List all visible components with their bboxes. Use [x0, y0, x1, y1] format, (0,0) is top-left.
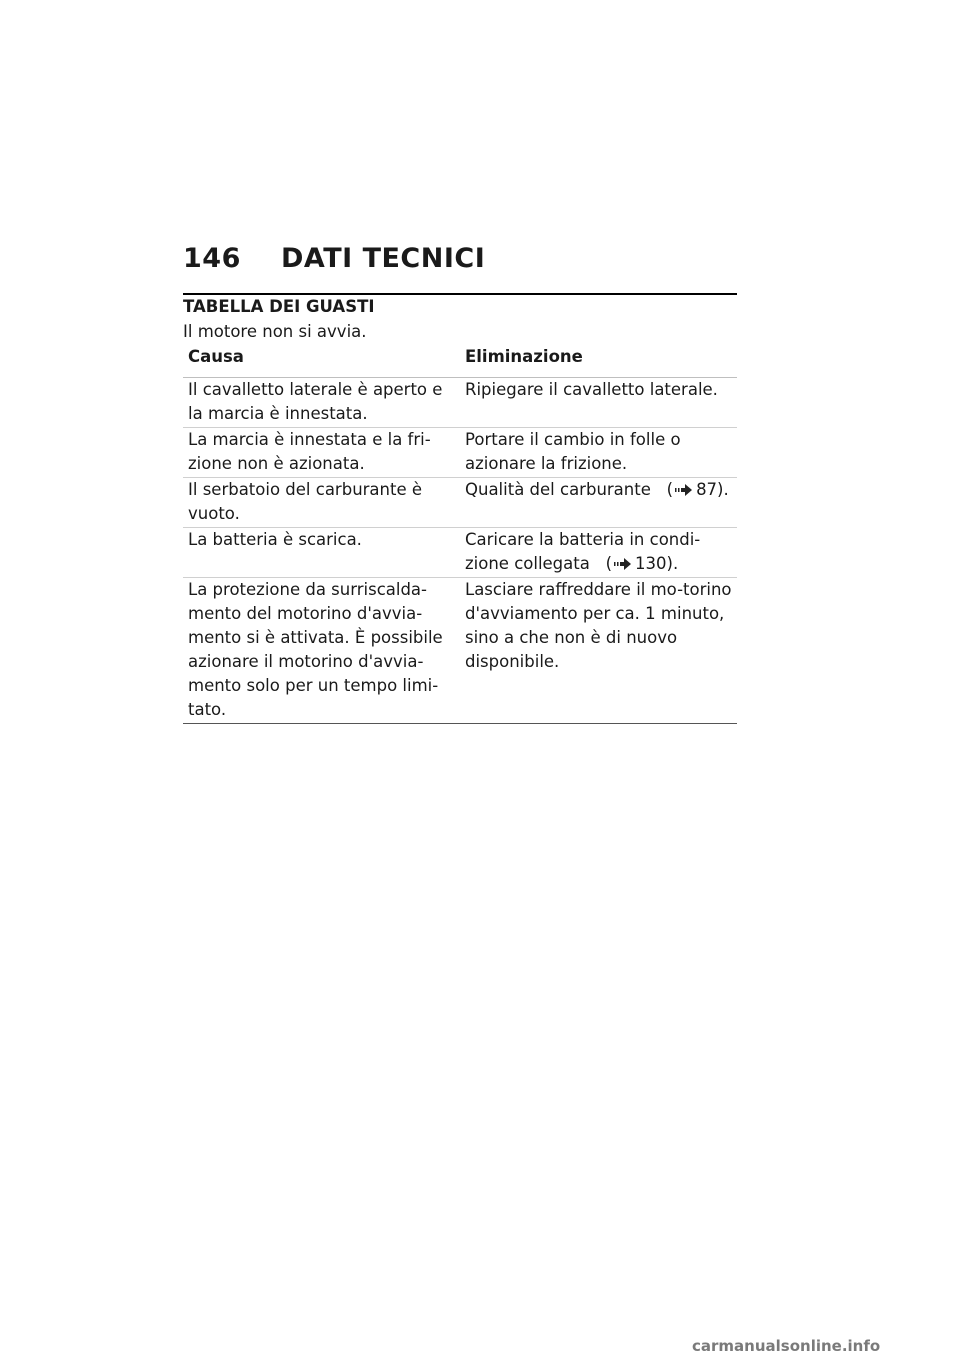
- column-header-remedy: Eliminazione: [460, 343, 737, 378]
- page-reference-number: 130).: [635, 554, 679, 573]
- page-header: [183, 243, 485, 274]
- page-reference-number: 87).: [696, 480, 729, 499]
- section-subtitle: Il motore non si avvia.: [183, 322, 367, 341]
- page-number: 146: [183, 243, 241, 274]
- fault-table: [183, 343, 737, 724]
- remedy-cell: Ripiegare il cavalletto laterale.: [460, 378, 737, 428]
- footer-watermark: carmanualsonline.info: [692, 1337, 881, 1355]
- table-row: [183, 428, 737, 478]
- column-header-cause: Causa: [183, 343, 460, 378]
- table-row: [183, 578, 737, 724]
- remedy-cell: [460, 528, 737, 578]
- ref-paren: (: [666, 480, 674, 499]
- page-reference-link[interactable]: [656, 480, 729, 499]
- remedy-cell: Portare il cambio in folle o azionare la frizione.: [460, 428, 737, 478]
- ref-paren: (: [605, 554, 613, 573]
- cause-cell: Il cavalletto laterale è aperto e la marcia è innestata.: [183, 378, 460, 428]
- table-row: [183, 378, 737, 428]
- cause-cell: La marcia è innestata e la fri-zione non è azionata.: [183, 428, 460, 478]
- remedy-text: Caricare la batteria in condi-zione collegata: [465, 530, 701, 573]
- remedy-cell: Lasciare raffreddare il mo-torino d'avviamento per ca. 1 minuto, sino a che non è di nuovo disponibile.: [460, 578, 737, 724]
- page-reference-link[interactable]: [595, 554, 678, 573]
- table-row: [183, 528, 737, 578]
- cause-cell: Il serbatoio del carburante è vuoto.: [183, 478, 460, 528]
- table-header-row: [183, 343, 737, 378]
- remedy-text: Qualità del carburante: [465, 480, 651, 499]
- section-title: TABELLA DEI GUASTI: [183, 297, 375, 316]
- remedy-cell: [460, 478, 737, 528]
- page-reference-arrow-icon: [614, 558, 632, 570]
- header-divider: [183, 293, 737, 295]
- cause-cell: La batteria è scarica.: [183, 528, 460, 578]
- chapter-title: DATI TECNICI: [281, 243, 486, 274]
- page-reference-arrow-icon: [675, 484, 693, 496]
- table-row: [183, 478, 737, 528]
- cause-cell: La protezione da surriscalda-mento del motorino d'avvia-mento si è attivata. È possibile azionare il motorino d'avvia-mento solo per un tempo limi-tato.: [183, 578, 460, 724]
